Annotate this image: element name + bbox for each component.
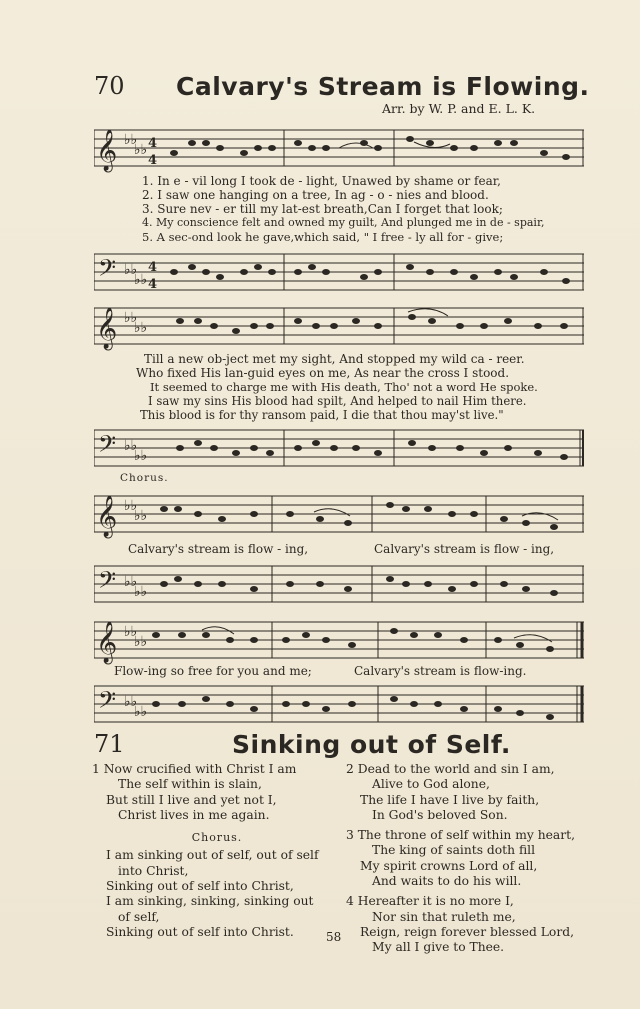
verse-line: My all I give to Thee.	[372, 940, 505, 955]
staff-system2-treble	[94, 298, 584, 354]
verse-line: The king of saints doth fill	[372, 843, 536, 858]
svg-text:♭♭: ♭♭	[134, 320, 148, 336]
verse-line-a-2: 2. I saw one hanging on a tree, In ag - o - nies and blood.	[142, 188, 489, 202]
svg-text:♭♭: ♭♭	[124, 310, 138, 326]
staff-chorus2-bass	[94, 676, 584, 732]
verse-line: Christ lives in me again.	[118, 807, 270, 822]
staff-notation	[94, 612, 584, 668]
hymn-71-right-column	[346, 762, 596, 956]
chorus-line: I am sinking, sinking, sinking out	[106, 894, 314, 909]
svg-text:𝄞: 𝄞	[96, 308, 118, 349]
staff-notation	[94, 120, 584, 176]
staff-notation	[94, 486, 584, 542]
staff-chorus2-treble	[94, 612, 584, 668]
staff-chorus1-treble	[94, 486, 584, 542]
chorus-line: I am sinking out of self, out of self	[106, 848, 319, 863]
staff-system2-bass	[94, 420, 584, 476]
verse-line-b-2: Who fixed His lan-guid eyes on me, As near the cross I stood.	[136, 366, 510, 380]
verse-line: Nor sin that ruleth me,	[372, 909, 516, 924]
chorus-line1-b: Calvary's stream is flow - ing,	[374, 542, 555, 556]
svg-text:♭♭: ♭♭	[124, 498, 138, 514]
svg-text:4: 4	[148, 260, 158, 275]
chorus-block	[92, 848, 342, 940]
verse-line: Alive to God alone,	[372, 777, 490, 792]
svg-text:𝄞: 𝄞	[96, 496, 118, 537]
svg-text:♭♭: ♭♭	[124, 694, 138, 710]
svg-text:♭♭: ♭♭	[124, 262, 138, 278]
svg-text:𝄢: 𝄢	[98, 686, 117, 719]
verse-line: My spirit crowns Lord of all,	[360, 858, 538, 873]
svg-text:♭♭: ♭♭	[124, 574, 138, 590]
staff-notation	[94, 420, 584, 476]
svg-text:♭♭: ♭♭	[124, 132, 138, 148]
chorus-line1-a: Calvary's stream is flow - ing,	[128, 542, 309, 556]
chorus-line2-b: Calvary's stream is flow-ing.	[354, 664, 527, 678]
svg-text:♭♭: ♭♭	[134, 508, 148, 524]
verse-1-block	[92, 762, 342, 823]
staff-system1-treble	[94, 120, 584, 176]
hymn-71-left-column	[92, 762, 342, 940]
verse-line-b-4: I saw my sins His blood had spilt, And helped to nail Him there.	[148, 394, 527, 408]
svg-text:𝄢: 𝄢	[98, 566, 117, 599]
svg-text:♭♭: ♭♭	[124, 438, 138, 454]
hymn-70-title: Calvary's Stream is Flowing.	[176, 72, 590, 101]
chorus-line2-a: Flow-ing so free for you and me;	[114, 664, 312, 678]
svg-text:♭♭: ♭♭	[124, 624, 138, 640]
verse-line: But still I live and yet not I,	[106, 792, 277, 807]
verse-line: In God's beloved Son.	[372, 807, 508, 822]
verse-line-a-5: 5. A sec-ond look he gave,which said, " I free - ly all for - give;	[142, 230, 504, 244]
hymn-71-chorus-label: Chorus.	[191, 831, 243, 845]
hymn-70-number: 70	[94, 72, 125, 100]
verse-line-b-5: This blood is for thy ransom paid, I die that thou may'st live."	[140, 408, 504, 422]
svg-text:𝄢: 𝄢	[98, 430, 117, 463]
svg-text:♭♭: ♭♭	[134, 584, 148, 600]
svg-text:♭♭: ♭♭	[134, 634, 148, 650]
verses-2-4-block	[346, 762, 596, 956]
svg-text:4: 4	[148, 277, 158, 292]
hymn-70-arranger: Arr. by W. P. and E. L. K.	[382, 101, 536, 116]
verse-line: 4 Hereafter it is no more I,	[346, 894, 514, 909]
page-number: 58	[326, 930, 342, 944]
svg-text:♭♭: ♭♭	[134, 704, 148, 720]
svg-text:𝄞: 𝄞	[96, 622, 118, 663]
staff-notation	[94, 676, 584, 732]
svg-text:♭♭: ♭♭	[134, 272, 148, 288]
chorus-label: Chorus.	[120, 472, 169, 484]
svg-text:♭♭: ♭♭	[134, 142, 148, 158]
verse-line: 3 The throne of self within my heart,	[346, 828, 575, 843]
svg-text:4: 4	[148, 136, 158, 151]
staff-notation	[94, 244, 584, 300]
svg-text:4: 4	[148, 153, 158, 168]
verse-line-b-1: Till a new ob-ject met my sight, And stopped my wild ca - reer.	[144, 352, 525, 366]
verse-line: Reign, reign forever blessed Lord,	[360, 924, 574, 939]
chorus-line: Sinking out of self into Christ.	[106, 924, 294, 939]
verse-line-a-3: 3. Sure nev - er till my lat-est breath,Can I forget that look;	[142, 202, 503, 216]
verse-line: The life I have I live by faith,	[360, 792, 540, 807]
chorus-line: Sinking out of self into Christ,	[106, 879, 294, 894]
chorus-line: of self,	[118, 909, 160, 924]
svg-text:𝄞: 𝄞	[96, 130, 118, 171]
verse-line-b-3: It seemed to charge me with His death, Tho' not a word He spoke.	[150, 380, 538, 394]
staff-notation	[94, 556, 584, 612]
staff-system1-bass	[94, 244, 584, 300]
verse-line: The self within is slain,	[118, 777, 262, 792]
svg-text:♭♭: ♭♭	[134, 448, 148, 464]
staff-notation	[94, 298, 584, 354]
chorus-line: into Christ,	[118, 863, 189, 878]
verse-line-a-4: 4. My conscience felt and owned my guilt, And plunged me in de - spair,	[142, 216, 545, 229]
verse-line: 2 Dead to the world and sin I am,	[346, 762, 555, 776]
hymn-71-title: Sinking out of Self.	[232, 730, 511, 759]
hymn-71-number: 71	[94, 730, 125, 758]
svg-text:𝄢: 𝄢	[98, 254, 117, 287]
staff-chorus1-bass	[94, 556, 584, 612]
verse-line: 1 Now crucified with Christ I am	[92, 762, 297, 776]
verse-line: And waits to do his will.	[372, 874, 522, 889]
verse-line-a-1: 1. In e - vil long I took de - light, Unawed by shame or fear,	[142, 174, 501, 188]
